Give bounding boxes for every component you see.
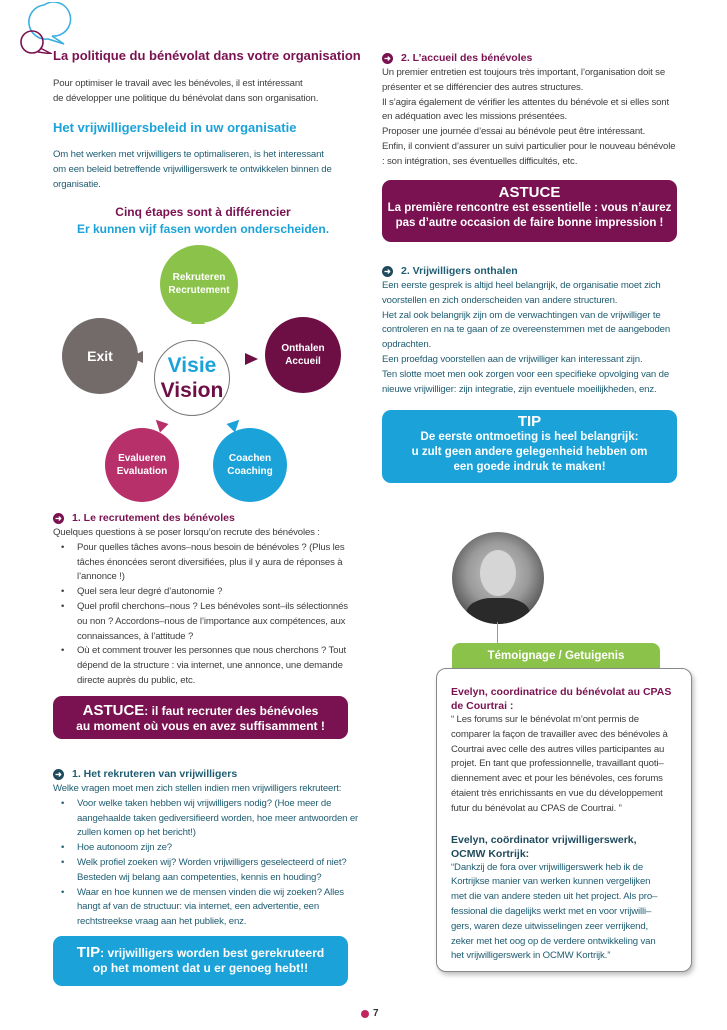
text-line: OCMW Kortrijk: xyxy=(451,847,530,860)
text-line: om een beleid betreffende vrijwilligerswerk te ontwikkelen binnen de xyxy=(53,163,332,175)
text-line: Ten slotte moet men ook zorgen voor een specifieke opvolging van de xyxy=(382,368,670,380)
section-body xyxy=(382,279,682,397)
text-line: De eerste ontmoeting is heel belangrijk: xyxy=(420,431,639,443)
testimonial-author-nl xyxy=(451,833,691,861)
text-line: projet. En tant que professionnelle, travaillant quoti– xyxy=(451,758,664,770)
step-label-fr: Accueil xyxy=(285,356,321,367)
tip-text xyxy=(382,430,677,475)
tip-text: op het moment dat u er genoeg hebt!! xyxy=(92,961,309,975)
section-heading xyxy=(382,263,682,279)
section-recruitment-fr xyxy=(53,510,353,689)
text-line: tâches énoncées seront diversifiées, plus il y aura de réponses à xyxy=(77,556,343,568)
section-heading xyxy=(53,510,353,526)
text-line: Kortrijkse manier van werken kunnen vergelijken xyxy=(451,876,651,888)
section-intro: Quelques questions à se poser lorsqu’on recrute des bénévoles : xyxy=(53,527,320,538)
arrow-icon xyxy=(191,312,205,324)
text-line: organisatie. xyxy=(53,178,101,190)
tip-text: : il faut recruter des bénévoles xyxy=(144,704,319,718)
text-line: futur du bénévolat au CPAS de Courtrai. ” xyxy=(451,802,622,814)
testimonial-box xyxy=(436,668,692,972)
text-line: • Pour quelles tâches avons–nous besoin de bénévoles ? (Plus les xyxy=(77,541,345,553)
text-line: • Waar en hoe kunnen we de mensen vinden die wij zoeken? Alles xyxy=(77,886,344,898)
title-fr: La politique du bénévolat dans votre organisation xyxy=(53,48,361,63)
tip-text xyxy=(382,201,677,231)
text-line: en adéquation avec les missions présentées. xyxy=(382,111,568,123)
speech-bubbles-logo-icon xyxy=(14,2,76,54)
steps-heading-fr: Cinq étapes sont à différencier xyxy=(115,205,291,219)
vision-label-fr: Vision xyxy=(160,379,224,402)
tip-label: TIP xyxy=(76,944,101,961)
bullet-item xyxy=(53,841,353,856)
bullet-item xyxy=(53,541,353,585)
intro-nl xyxy=(53,148,332,192)
text-line: diennement avec et pour les bénévoles, ces forums xyxy=(451,773,663,785)
tip-box-welcome-fr xyxy=(382,180,677,242)
text-line: de développer une politique du bénévolat dans son organisation. xyxy=(53,92,319,104)
step-label-nl: Evalueren xyxy=(118,453,166,464)
text-line: u zult geen andere gelegenheid hebben om xyxy=(411,446,648,458)
step-coach xyxy=(213,428,287,502)
tip-label: ASTUCE xyxy=(498,184,561,201)
step-label-nl: Rekruteren xyxy=(172,272,226,283)
bullet-item xyxy=(53,600,353,644)
tip-box-welcome-nl xyxy=(382,410,677,483)
page-number xyxy=(361,1008,379,1019)
text-line: rechtstreekse vraag aan het publiek, enz. xyxy=(77,916,247,928)
text-line: Besteden wij belang aan competenties, kennis en houding? xyxy=(77,871,322,883)
tip-box-nl xyxy=(53,936,348,986)
text-line: • Hoe autonoom zijn ze? xyxy=(77,842,172,854)
text-line: Enfin, il convient d’assurer un suivi particulier pour le nouveau bénévole xyxy=(382,140,676,152)
bullet-item xyxy=(53,585,353,600)
text-line: “ Les forums sur le bénévolat m’ont permis de xyxy=(451,714,639,725)
text-line: • Voor welke taken hebben wij vrijwilligers nodig? (Hoe meer de xyxy=(77,797,332,809)
text-line: hangt af van de structuur: via internet, een advertentie, een xyxy=(77,901,320,913)
section-heading xyxy=(382,50,682,66)
connector-line xyxy=(497,622,498,644)
text-line: Een eerste gesprek is altijd heel belangrijk, de organisatie moet zich xyxy=(382,280,661,291)
face-shape xyxy=(480,550,516,596)
text-line: directe auprès du public, etc. xyxy=(77,674,196,686)
section-heading-text: 1. Le recrutement des bénévoles xyxy=(72,512,235,524)
step-evaluate xyxy=(105,428,179,502)
text-line: opdrachten. xyxy=(382,339,432,351)
text-line: de Courtrai : xyxy=(451,700,514,712)
portrait-photo xyxy=(452,532,544,624)
step-label: Exit xyxy=(87,347,113,364)
step-label-fr: Recrutement xyxy=(168,285,230,296)
intro-fr xyxy=(53,77,318,107)
bullet-list xyxy=(53,797,359,930)
section-welcome-fr xyxy=(382,50,682,170)
step-exit xyxy=(62,318,138,394)
text-line: Un premier entretien est toujours très important, l’organisation doit se xyxy=(382,67,666,78)
step-label-nl: Coachen xyxy=(228,453,272,464)
text-line: aangehaalde taken gediversifieerd worden, hoe meer antwoorden er xyxy=(77,812,359,824)
text-line: Evelyn, coördinator vrijwilligerswerk, xyxy=(451,833,637,846)
text-line: Proposer une journée d’essai au bénévole peut être intéressant. xyxy=(382,126,646,138)
text-line: l’annonce !) xyxy=(77,571,125,583)
text-line: een goede indruk te maken! xyxy=(453,461,606,473)
text-line: “Dankzij de fora over vrijwilligerswerk heb ik de xyxy=(451,861,644,873)
text-line: zeker met het oog op de verdere ontwikkeling van xyxy=(451,935,656,947)
tip-line xyxy=(53,702,348,719)
text-line: dépend de la structure : via internet, une annonce, une demande xyxy=(77,660,343,672)
text-line: zullen komen op het bericht!) xyxy=(77,827,196,839)
text-line: het vrijwilligerswerk in OCMW Kortrijk.” xyxy=(451,950,611,962)
text-line: comparer la façon de travailler avec des bénévoles à xyxy=(451,728,668,740)
bullet-item xyxy=(53,644,353,688)
vision-center xyxy=(154,340,230,416)
step-label-nl: Onthalen xyxy=(281,343,325,354)
arrow-right-icon: ➜ xyxy=(53,513,64,524)
text-line: La première rencontre est essentielle : vous n’aurez xyxy=(387,202,672,214)
text-line: Il s’agira également de vérifier les attentes du bénévole et si elles sont xyxy=(382,96,670,108)
tip-box-fr xyxy=(53,696,348,739)
text-line: fessional die dagelijks werkt met en voor vrijwilli– xyxy=(451,905,652,917)
step-label-fr: Evaluation xyxy=(116,466,168,477)
arrow-icon xyxy=(245,353,258,365)
section-welcome-nl xyxy=(382,263,682,397)
body-shape xyxy=(466,598,530,624)
text-line: • Welk profiel zoeken wij? Worden vrijwilligers geselecteerd of niet? xyxy=(77,856,347,868)
tip-text: : vrijwilligers worden best gerekruteerd xyxy=(100,946,325,960)
text-line: Pour optimiser le travail avec les bénévoles, il est intéressant xyxy=(53,78,303,89)
section-heading-text: 2. Vrijwilligers onthalen xyxy=(401,265,518,277)
tip-label: ASTUCE xyxy=(82,702,145,719)
text-line: connaissances, à l’attitude ? xyxy=(77,630,194,642)
text-line: ou non ? Accordons–nous de l’importance aux compétences, aux xyxy=(77,615,346,627)
arrow-icon xyxy=(130,351,143,363)
text-line: : son intégration, ses éventuelles difficultés, etc. xyxy=(382,155,578,167)
text-line: Courtrai avec celle des autres villes participantes au xyxy=(451,743,665,755)
text-line: Om het werken met vrijwilligers te optimaliseren, is het interessant xyxy=(53,149,324,160)
text-line: étaient très enrichissants en vue du développement xyxy=(451,787,663,799)
page-number-text: 7 xyxy=(373,1008,379,1019)
bullet-item xyxy=(53,886,353,930)
text-line: nieuwe vrijwilliger: zijn integratie, zijn eventuele moeilijkheden, enz. xyxy=(382,383,657,395)
arrow-right-icon: ➜ xyxy=(382,266,393,277)
text-line: présenter et se différencier des autres structures. xyxy=(382,81,584,93)
testimonial-tab: Témoignage / Getuigenis xyxy=(452,643,660,673)
section-recruitment-nl xyxy=(53,766,359,930)
text-line: Het zal ook belangrijk zijn om de verwachtingen van de vrijwilliger te xyxy=(382,309,661,321)
arrow-right-icon: ➜ xyxy=(53,769,64,780)
section-heading-text: 1. Het rekruteren van vrijwilligers xyxy=(72,768,238,780)
step-label-fr: Coaching xyxy=(227,466,273,477)
vision-label-nl: Visie xyxy=(167,354,217,377)
section-heading xyxy=(53,766,353,782)
text-line: Evelyn, coordinatrice du bénévolat au CPAS xyxy=(451,686,672,698)
text-line: met die van andere steden uit het project. Als pro– xyxy=(451,891,658,903)
text-line: voorstellen en zich onderscheiden van andere structuren. xyxy=(382,294,618,306)
tip-text: au moment où vous en avez suffisamment ! xyxy=(76,719,325,733)
text-line: • Quel profil cherchons–nous ? Les bénévoles sont–ils sélectionnés xyxy=(77,600,348,612)
text-line: gers, waren deze uitwisselingen zeer verrijkend, xyxy=(451,920,649,932)
text-line: • Quel sera leur degré d’autonomie ? xyxy=(77,586,223,598)
bullet-item xyxy=(53,797,359,841)
testimonial-author-fr xyxy=(451,685,691,713)
text-line: Een proefdag voorstellen aan de vrijwilliger kan interessant zijn. xyxy=(382,353,643,365)
section-body xyxy=(382,66,682,170)
testimonial-quote-nl xyxy=(451,861,691,965)
tip-label: TIP xyxy=(517,413,542,430)
steps-heading-nl: Er kunnen vijf fasen worden onderscheiden. xyxy=(76,222,330,236)
tip-line xyxy=(53,944,348,961)
testimonial-quote-fr xyxy=(451,713,691,817)
title-nl: Het vrijwilligersbeleid in uw organisatie xyxy=(53,120,297,135)
section-intro: Welke vragen moet men zich stellen indien men vrijwilligers rekruteert: xyxy=(53,783,342,794)
bullet-list xyxy=(53,541,353,689)
arrow-right-icon: ➜ xyxy=(382,53,393,64)
text-line: • Où et comment trouver les personnes que nous cherchons ? Tout xyxy=(77,645,347,657)
bullet-item xyxy=(53,856,353,886)
text-line: controleren en na te gaan of ze overeenstemmen met de aangeboden xyxy=(382,324,671,336)
section-heading-text: 2. L’accueil des bénévoles xyxy=(401,52,533,64)
text-line: pas d’autre occasion de faire bonne impression ! xyxy=(395,217,664,229)
step-welcome xyxy=(265,317,341,393)
bubble-icon xyxy=(361,1010,369,1018)
